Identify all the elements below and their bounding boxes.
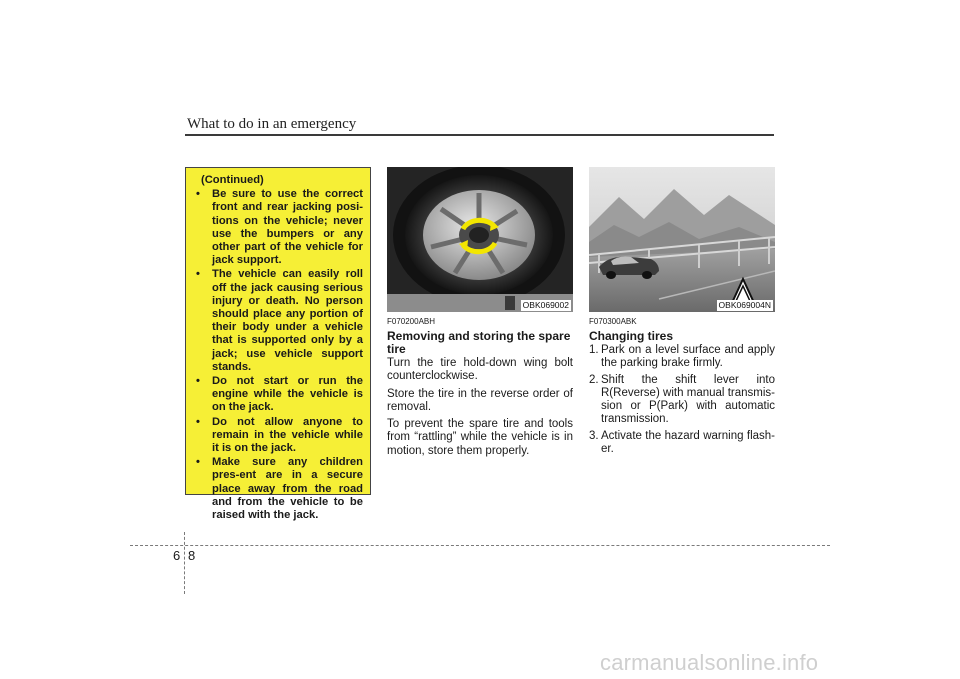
section-code: F070200ABH xyxy=(387,317,436,326)
steps-list xyxy=(589,344,775,456)
footer-divider xyxy=(184,532,185,594)
page-number: 8 xyxy=(188,548,196,563)
footer-rule xyxy=(130,545,830,546)
paragraph: Turn the tire hold-down wing bolt counterclockwise. xyxy=(387,357,573,383)
figure-code: OBK069004N xyxy=(718,300,771,310)
roadside-car-warning-triangle-icon xyxy=(589,167,775,312)
spare-tire-illustration-icon xyxy=(387,167,573,312)
step-number: 2. xyxy=(589,373,599,386)
step-item xyxy=(589,430,775,457)
step-number: 3. xyxy=(589,429,599,442)
paragraph: To prevent the spare tire and tools from “rattling” while the vehicle is in motion, store them properly. xyxy=(387,418,573,457)
section-code: F070300ABK xyxy=(589,317,637,326)
changing-tires-section xyxy=(589,317,775,459)
roadside-figure xyxy=(589,167,775,312)
warning-item: • Be sure to use the correct front and rear jacking posi-tions on the vehicle; never use the bumpers or any other part of the vehicle for jack support. xyxy=(193,188,363,267)
spare-tire-section xyxy=(387,317,573,462)
step-text: Shift the shift lever into R(Reverse) with manual transmis-sion or P(Park) with automatic transmission. xyxy=(601,373,775,426)
watermark: carmanualsonline.info xyxy=(600,650,819,675)
paragraph: Store the tire in the reverse order of removal. xyxy=(387,387,573,413)
step-number: 1. xyxy=(589,344,599,356)
warning-list xyxy=(193,188,363,522)
step-text: Activate the hazard warning flash-er. xyxy=(601,429,775,456)
section-heading: Removing and storing the spare tire xyxy=(387,329,571,356)
header-rule xyxy=(185,134,774,136)
warning-item: • The vehicle can easily roll off the jack causing serious injury or death. No person should place any portion of their body under a vehicle that is supported only by a jack; use vehicle support stands. xyxy=(193,268,363,374)
section-heading: Changing tires xyxy=(589,329,674,343)
warning-heading: (Continued) xyxy=(201,174,264,186)
step-item xyxy=(589,374,775,427)
spare-tire-figure xyxy=(387,167,573,312)
step-text: Park on a level surface and apply the parking brake firmly. xyxy=(601,344,775,370)
figure-code: OBK069002 xyxy=(522,300,569,310)
warning-item: • Do not allow anyone to remain in the vehicle while it is on the jack. xyxy=(193,416,363,456)
page-header-title: What to do in an emergency xyxy=(187,116,357,132)
chapter-number: 6 xyxy=(173,548,181,563)
warning-box xyxy=(185,167,371,522)
step-item xyxy=(589,344,775,371)
warning-item: • Make sure any children pres-ent are in a secure place away from the road and from the vehicle to be raised with the jack. xyxy=(193,456,363,522)
warning-item: • Do not start or run the engine while the vehicle is on the jack. xyxy=(193,375,363,415)
